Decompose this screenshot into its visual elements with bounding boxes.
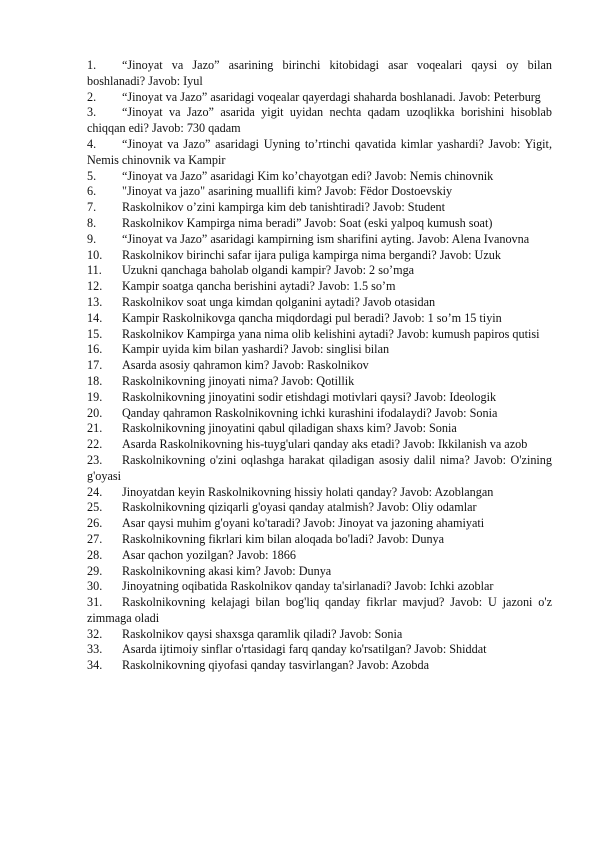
question-text: “Jinoyat va Jazo” asarining birinchi kitobidagi asar voqealari qaysi oy bilan boshlanadi? Javob: Iyul <box>87 58 552 88</box>
question-item <box>87 248 552 264</box>
question-text: Raskolnikovning fikrlari kim bilan aloqada bo'ladi? Javob: Dunya <box>122 531 445 546</box>
question-text: Raskolnikov qaysi shaxsga qaramlik qiladi? Javob: Sonia <box>122 626 403 641</box>
question-item <box>87 564 552 580</box>
question-item <box>87 642 552 658</box>
question-item <box>87 374 552 390</box>
question-item <box>87 90 552 106</box>
question-text: Jinoyatning oqibatida Raskolnikov qanday ta'sirlanadi? Javob: Ichki azoblar <box>122 579 494 594</box>
question-text: Asarda ijtimoiy sinflar o'rtasidagi farq qanday ko'rsatilgan? Javob: Shiddat <box>122 642 487 657</box>
question-text: “Jinoyat va Jazo” asaridagi Kim ko’chayotgan edi? Javob: Nemis chinovnik <box>122 168 494 183</box>
question-number: 20. <box>87 405 103 420</box>
question-number: 24. <box>87 484 103 499</box>
question-text: Asarda Raskolnikovning his-tuyg'ulari qanday aks etadi? Javob: Ikkilanish va azob <box>122 437 528 452</box>
question-text: “Jinoyat va Jazo” asaridagi Uyning to’rtinchi qavatida kimlar yashardi? Javob: Yigit, Nemis chinovnik va Kampir <box>87 136 552 167</box>
question-text: Raskolnikovning o'zini oqlashga harakat qiladigan asosiy dalil nima? Javob: O'zining g'oyasi <box>87 452 552 483</box>
question-number: 8. <box>87 215 97 230</box>
question-item <box>87 137 552 169</box>
question-number: 33. <box>87 642 103 657</box>
question-text: Uzukni qanchaga baholab olgandi kampir? Javob: 2 so’mga <box>122 263 415 278</box>
question-item <box>87 390 552 406</box>
question-number: 13. <box>87 294 103 309</box>
question-number: 18. <box>87 373 103 388</box>
question-number: 34. <box>87 658 103 673</box>
question-item <box>87 500 552 516</box>
question-text: "Jinoyat va jazo" asarining muallifi kim? Javob: Fëdor Dostoevskiy <box>122 184 453 199</box>
question-number: 26. <box>87 516 103 531</box>
question-item <box>87 627 552 643</box>
question-list <box>87 58 552 674</box>
question-item <box>87 232 552 248</box>
question-number: 15. <box>87 326 103 341</box>
question-text: Raskolnikovning qiziqarli g'oyasi qanday atalmish? Javob: Oliy odamlar <box>122 500 477 515</box>
question-item <box>87 595 552 627</box>
question-number: 4. <box>87 136 97 151</box>
question-number: 29. <box>87 563 103 578</box>
question-number: 25. <box>87 500 103 515</box>
question-item <box>87 311 552 327</box>
question-number: 6. <box>87 184 97 199</box>
question-text: Asar qaysi muhim g'oyani ko'taradi? Javob: Jinoyat va jazoning ahamiyati <box>122 516 485 531</box>
question-item <box>87 579 552 595</box>
question-number: 12. <box>87 279 103 294</box>
question-item <box>87 658 552 674</box>
question-text: Kampir soatga qancha berishini aytadi? Javob: 1.5 so’m <box>122 279 396 294</box>
question-item <box>87 516 552 532</box>
question-item <box>87 216 552 232</box>
question-item <box>87 200 552 216</box>
question-text: “Jinoyat va Jazo” asarida yigit uyidan nechta qadam uzoqlikka borishini hisoblab chiqqan edi? Javob: 730 qadam <box>87 105 552 136</box>
question-text: Raskolnikov soat unga kimdan qolganini aytadi? Javob otasidan <box>122 294 436 309</box>
question-text: Jinoyatdan keyin Raskolnikovning hissiy holati qanday? Javob: Azoblangan <box>122 484 494 499</box>
question-item <box>87 548 552 564</box>
question-number: 11. <box>87 263 102 278</box>
question-item <box>87 105 552 137</box>
question-item <box>87 485 552 501</box>
question-number: 5. <box>87 168 97 183</box>
question-item <box>87 342 552 358</box>
question-number: 1. <box>87 58 97 72</box>
question-number: 32. <box>87 626 103 641</box>
question-item <box>87 295 552 311</box>
question-item <box>87 358 552 374</box>
question-number: 2. <box>87 89 97 104</box>
question-text: Raskolnikovning jinoyatini sodir etishdagi motivlari qaysi? Javob: Ideologik <box>122 389 497 404</box>
question-number: 30. <box>87 579 103 594</box>
question-text: Asarda asosiy qahramon kim? Javob: Raskolnikov <box>122 358 369 373</box>
question-item <box>87 58 552 90</box>
question-item <box>87 421 552 437</box>
question-item <box>87 184 552 200</box>
question-number: 23. <box>87 452 103 467</box>
question-number: 19. <box>87 389 103 404</box>
question-number: 27. <box>87 531 103 546</box>
question-text: “Jinoyat va Jazo” asaridagi kampirning ism sharifini ayting. Javob: Alena Ivanovna <box>122 231 530 246</box>
question-text: Raskolnikov o’zini kampirga kim deb tanishtiradi? Javob: Student <box>122 200 446 215</box>
question-text: Raskolnikovning jinoyati nima? Javob: Qotillik <box>122 373 355 388</box>
question-text: “Jinoyat va Jazo” asaridagi voqealar qayerdagi shaharda boshlanadi. Javob: Peterburg <box>122 89 541 104</box>
question-text: Raskolnikovning qiyofasi qanday tasvirlangan? Javob: Azobda <box>122 658 429 673</box>
question-text: Raskolnikov birinchi safar ijara puliga kampirga nima bergandi? Javob: Uzuk <box>122 247 501 262</box>
question-number: 28. <box>87 547 103 562</box>
question-number: 14. <box>87 310 103 325</box>
question-text: Raskolnikovning kelajagi bilan bog'liq qanday fikrlar mavjud? Javob: U jazoni o'z zimmaga oladi <box>87 595 552 625</box>
question-text: Raskolnikovning akasi kim? Javob: Dunya <box>122 563 332 578</box>
question-text: Raskolnikovning jinoyatini qabul qiladigan shaxs kim? Javob: Sonia <box>122 421 457 436</box>
question-item <box>87 406 552 422</box>
question-number: 3. <box>87 105 97 120</box>
question-item <box>87 327 552 343</box>
question-number: 17. <box>87 358 103 373</box>
question-number: 10. <box>87 247 103 262</box>
question-text: Raskolnikov Kampirga yana nima olib kelishini aytadi? Javob: kumush papiros qutisi <box>122 326 540 341</box>
question-number: 21. <box>87 421 103 436</box>
question-text: Kampir Raskolnikovga qancha miqdordagi pul beradi? Javob: 1 so’m 15 tiyin <box>122 310 502 325</box>
question-text: Raskolnikov Kampirga nima beradi” Javob: Soat (eski yalpoq kumush soat) <box>122 215 493 230</box>
question-item <box>87 169 552 185</box>
question-number: 22. <box>87 437 103 452</box>
question-number: 7. <box>87 200 97 215</box>
question-item <box>87 453 552 485</box>
question-text: Qanday qahramon Raskolnikovning ichki kurashini ifodalaydi? Javob: Sonia <box>122 405 498 420</box>
question-item <box>87 532 552 548</box>
question-text: Asar qachon yozilgan? Javob: 1866 <box>122 547 296 562</box>
question-item <box>87 263 552 279</box>
question-number: 16. <box>87 342 103 357</box>
question-number: 9. <box>87 231 97 246</box>
question-item <box>87 437 552 453</box>
question-number: 31. <box>87 595 103 610</box>
question-text: Kampir uyida kim bilan yashardi? Javob: singlisi bilan <box>122 342 390 357</box>
question-item <box>87 279 552 295</box>
